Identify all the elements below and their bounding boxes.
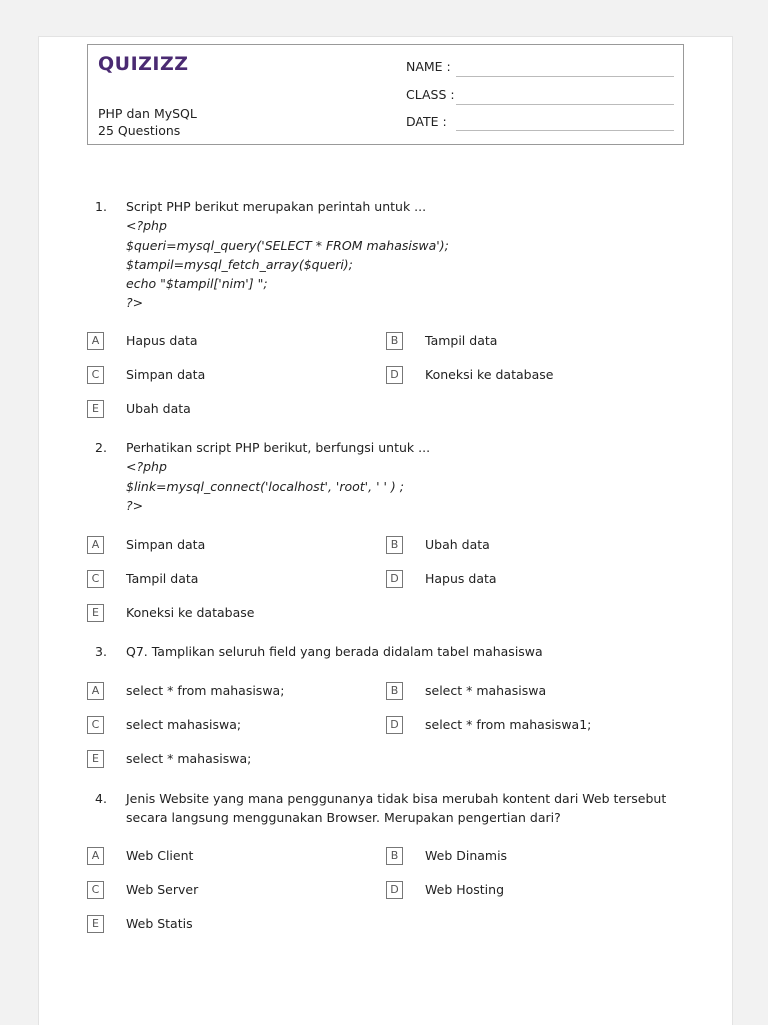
option-label: Simpan data [126, 367, 206, 382]
option-letter-box: A [87, 332, 104, 350]
option-e[interactable] [87, 604, 367, 624]
option-b[interactable] [386, 332, 666, 352]
name-label: NAME : [406, 59, 451, 74]
question-number: 2. [95, 440, 107, 455]
question-number: 4. [95, 791, 107, 806]
option-letter-box: E [87, 915, 104, 933]
option-letter-box: C [87, 881, 104, 899]
option-label: Tampil data [126, 571, 199, 586]
option-label: Web Client [126, 848, 194, 863]
question-count: 25 Questions [98, 123, 181, 138]
option-label: select * mahasiswa [425, 683, 547, 698]
option-a[interactable] [87, 847, 367, 867]
option-label: Ubah data [425, 537, 490, 552]
worksheet-header [87, 44, 684, 145]
option-letter-box: D [386, 881, 403, 899]
class-label: CLASS : [406, 87, 455, 102]
option-b[interactable] [386, 847, 666, 867]
question-text [126, 438, 686, 515]
question-line: Perhatikan script PHP berikut, berfungsi untuk ... [126, 440, 431, 455]
code-line: $link=mysql_connect('localhost', 'root', ' ' ) ; [126, 478, 404, 494]
option-letter-box: E [87, 750, 104, 768]
question-line: Q7. Tamplikan seluruh field yang berada didalam tabel mahasiswa [126, 644, 543, 659]
option-letter-box: B [386, 847, 403, 865]
quiz-title-block [98, 105, 197, 139]
code-line: $tampil=mysql_fetch_array($queri); [126, 256, 353, 272]
option-letter-box: E [87, 400, 104, 418]
option-letter-box: C [87, 716, 104, 734]
option-d[interactable] [386, 366, 666, 386]
option-e[interactable] [87, 750, 367, 770]
option-c[interactable] [87, 366, 367, 386]
question-text [126, 197, 686, 313]
code-line: $queri=mysql_query('SELECT * FROM mahasiswa'); [126, 237, 449, 253]
option-b[interactable] [386, 536, 666, 556]
question-line: secara langsung menggunakan Browser. Merupakan pengertian dari? [126, 810, 561, 826]
date-label: DATE : [406, 114, 447, 129]
option-d[interactable] [386, 570, 666, 590]
code-line: ?> [126, 497, 144, 513]
option-label: Web Server [126, 882, 199, 897]
option-d[interactable] [386, 716, 666, 736]
option-label: Koneksi ke database [126, 605, 255, 620]
quiz-title: PHP dan MySQL [98, 106, 197, 121]
option-letter-box: C [87, 366, 104, 384]
option-c[interactable] [87, 881, 367, 901]
question-text [126, 642, 686, 661]
option-letter-box: B [386, 682, 403, 700]
option-a[interactable] [87, 682, 367, 702]
date-field-line[interactable] [456, 130, 674, 131]
option-label: Koneksi ke database [425, 367, 554, 382]
code-line: <?php [126, 218, 167, 234]
question-number: 1. [95, 199, 107, 214]
option-e[interactable] [87, 400, 367, 420]
question-line: Script PHP berikut merupakan perintah untuk ... [126, 199, 427, 214]
option-label: Hapus data [425, 571, 497, 586]
quizizz-logo: QUIZIZZ [98, 53, 189, 75]
option-c[interactable] [87, 570, 367, 590]
option-a[interactable] [87, 332, 367, 352]
option-label: Hapus data [126, 333, 198, 348]
name-field-line[interactable] [456, 76, 674, 77]
option-c[interactable] [87, 716, 367, 736]
question-text [126, 789, 686, 828]
option-d[interactable] [386, 881, 666, 901]
option-label: select * mahasiswa; [126, 751, 252, 766]
code-line: echo "$tampil['nim'] "; [126, 276, 268, 292]
option-label: select mahasiswa; [126, 717, 242, 732]
option-label: select * from mahasiswa; [126, 683, 285, 698]
option-label: Ubah data [126, 401, 191, 416]
option-label: Simpan data [126, 537, 206, 552]
worksheet-page [38, 36, 733, 1025]
option-letter-box: E [87, 604, 104, 622]
option-letter-box: B [386, 536, 403, 554]
option-letter-box: A [87, 536, 104, 554]
option-b[interactable] [386, 682, 666, 702]
option-letter-box: D [386, 366, 403, 384]
code-line: <?php [126, 459, 167, 475]
option-label: Web Hosting [425, 882, 505, 897]
option-letter-box: A [87, 682, 104, 700]
option-label: Web Statis [126, 916, 193, 931]
option-label: Tampil data [425, 333, 498, 348]
option-letter-box: D [386, 570, 403, 588]
option-letter-box: A [87, 847, 104, 865]
option-label: Web Dinamis [425, 848, 508, 863]
option-label: select * from mahasiswa1; [425, 717, 592, 732]
option-letter-box: B [386, 332, 403, 350]
option-letter-box: D [386, 716, 403, 734]
option-a[interactable] [87, 536, 367, 556]
question-line: Jenis Website yang mana penggunanya tidak bisa merubah kontent dari Web tersebut [126, 791, 667, 806]
question-number: 3. [95, 644, 107, 659]
code-line: ?> [126, 295, 144, 311]
option-letter-box: C [87, 570, 104, 588]
class-field-line[interactable] [456, 104, 674, 105]
option-e[interactable] [87, 915, 367, 935]
